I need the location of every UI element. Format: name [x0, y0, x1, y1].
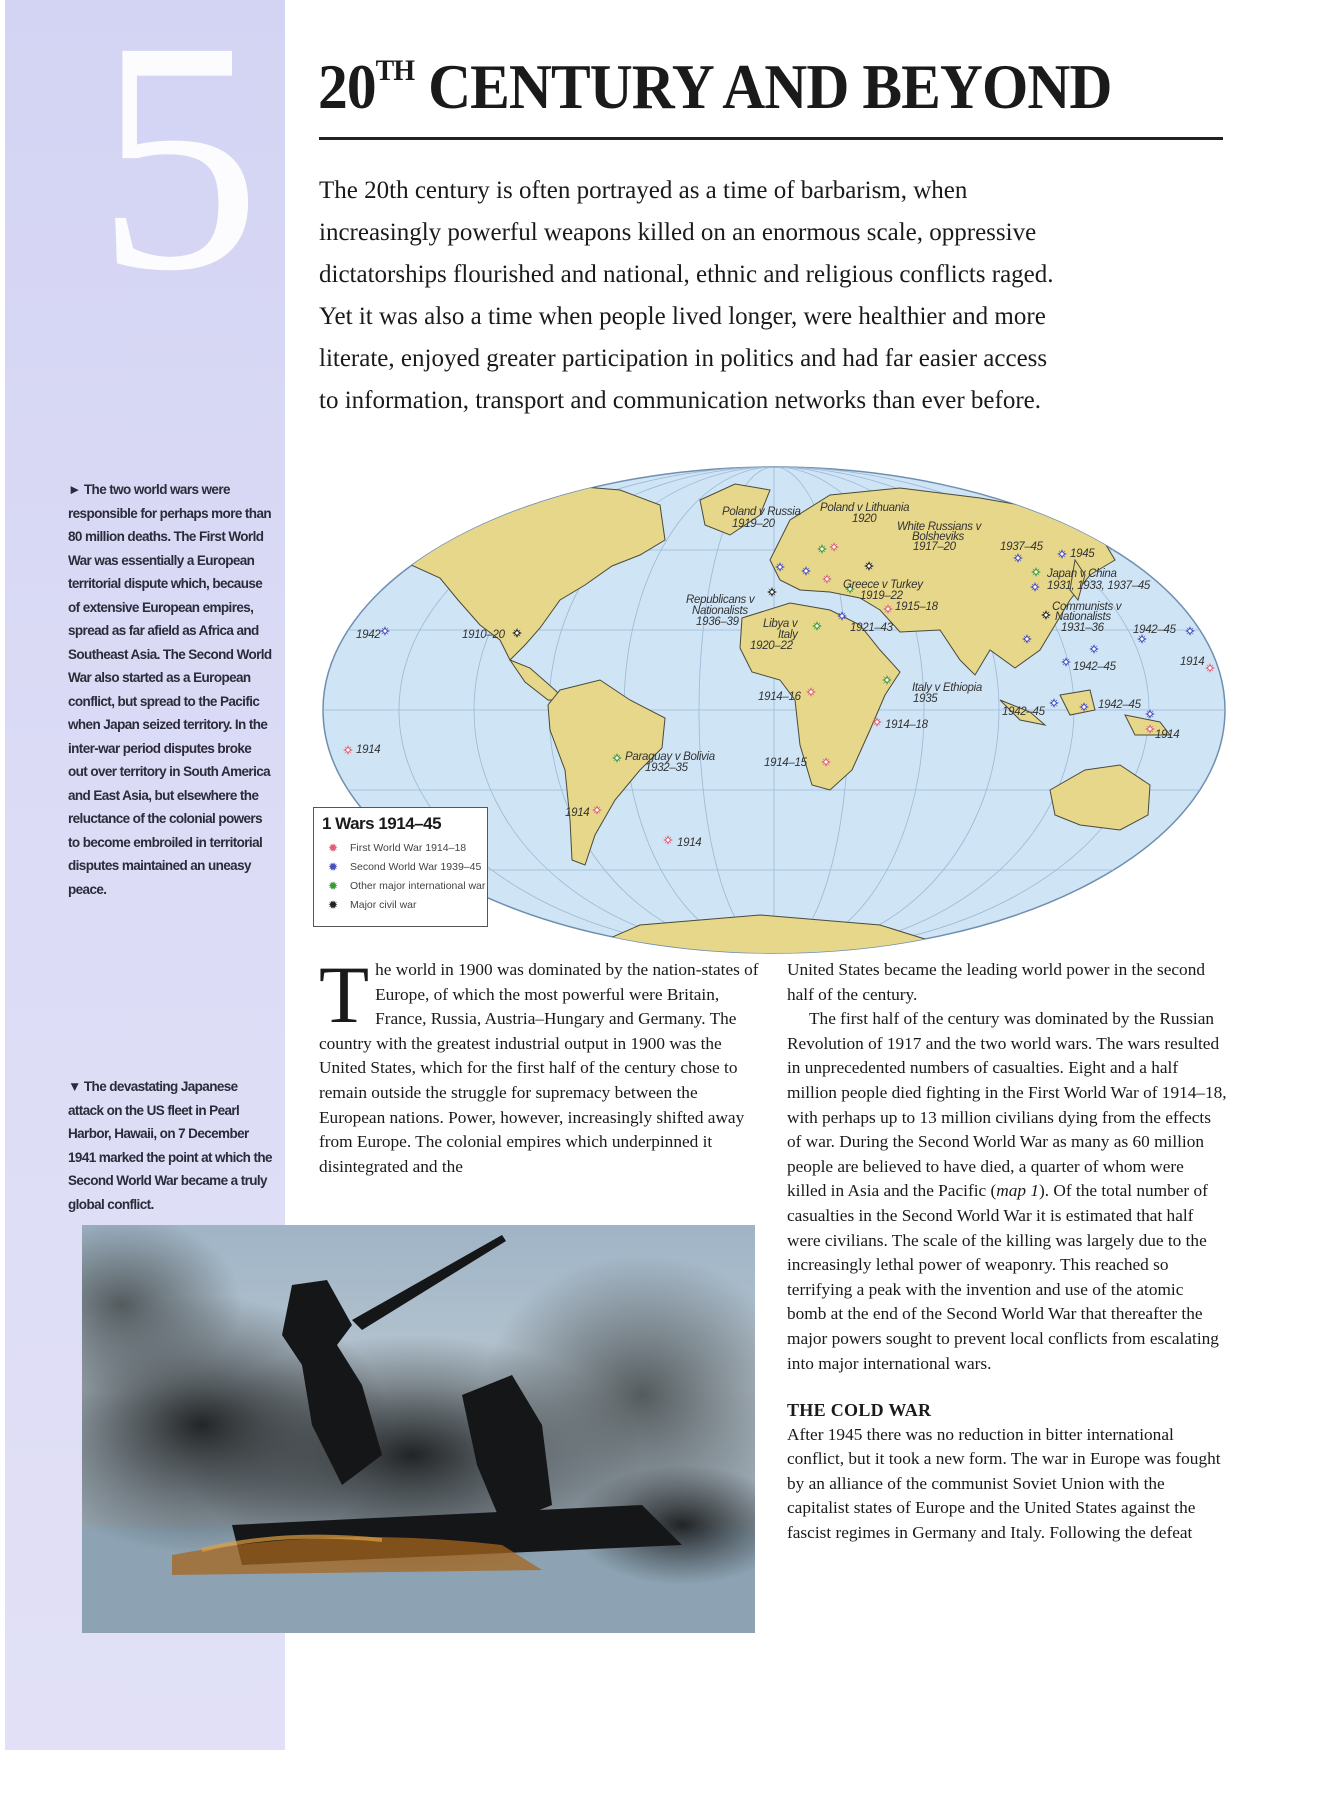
war-marker-icon — [864, 561, 874, 571]
war-marker-icon — [612, 753, 622, 763]
second-world-war-icon: ✹ — [328, 859, 339, 874]
war-marker-icon — [1030, 582, 1040, 592]
map-label: 1921–43 — [850, 622, 893, 634]
map-label: Italy — [778, 629, 798, 641]
war-marker-icon — [883, 604, 893, 614]
legend-item — [328, 838, 487, 857]
map-label: 1914 — [1180, 656, 1205, 668]
map-label: 1942 — [356, 629, 381, 641]
international-war-icon: ✹ — [328, 878, 339, 893]
map-label: Libya v — [763, 618, 798, 630]
war-marker-icon — [1041, 610, 1051, 620]
war-marker-icon — [512, 628, 522, 638]
body-column-left — [319, 949, 759, 1179]
map-label: Republicans v — [686, 594, 755, 606]
war-marker-icon — [1089, 644, 1099, 654]
body-paragraph — [787, 1007, 1227, 1376]
war-marker-icon — [775, 562, 785, 572]
legend-label: Other major international war — [350, 879, 486, 892]
map-label: 1917–20 — [913, 541, 956, 553]
map-label: 1914 — [565, 807, 590, 819]
map-label: Poland v Lithuania — [820, 502, 910, 514]
first-world-war-icon: ✹ — [328, 840, 339, 855]
body-paragraph: After 1945 there was no reduction in bitter international conflict, but it took a new form. The war in Europe was fought by an alliance of the communist Soviet Union with the capitalist states of Europe and the United States against the fascist regimes in Germany and Italy. Following the defeat — [787, 1424, 1221, 1543]
war-marker-icon — [592, 805, 602, 815]
body-text: he world in 1900 was dominated by the nation-states of Europe, of which the most powerful were Britain, France, Russia, Austria–Hungary and Germany. The country with the greatest industrial output in 1900 was the United States, which for the first half of the century chose to remain outside the struggle for supremacy between the European nations. Power, however, increasingly shifted away from Europe. The colonial empires which underpinned it disintegrated and the — [319, 960, 759, 1176]
map-label: 1942–45 — [1073, 661, 1116, 673]
photo-caption: ▼ The devastating Japanese attack on the US fleet in Pearl Harbor, Hawaii, on 7 December 1941 marked the point at which the Second World War became a truly global conflict. — [68, 1079, 272, 1212]
war-marker-icon — [821, 757, 831, 767]
title-prefix: 20 — [318, 51, 376, 122]
map-label: Japan v China — [1047, 568, 1117, 580]
legend-item — [328, 876, 487, 895]
war-marker-icon — [1057, 549, 1067, 559]
map-label: 1935 — [913, 693, 938, 705]
body-paragraph — [319, 949, 759, 1179]
map-label: 1942–45 — [1002, 706, 1045, 718]
map-label: Bolsheviks — [912, 531, 964, 543]
body-column-right — [787, 958, 1227, 1546]
war-marker-icon — [663, 835, 673, 845]
war-marker-icon — [1061, 657, 1071, 667]
war-marker-icon — [801, 566, 811, 576]
war-marker-icon — [1145, 709, 1155, 719]
intro-line: to information, transport and communication networks than ever before. — [319, 387, 1042, 414]
legend-label: Major civil war — [350, 898, 417, 911]
body-text: The first half of the century was dominated by the Russian Revolution of 1917 and the two world wars. The wars resulted in unprecedented numbers of casualties. Eight and a half million people died fighting in the First World War of 1914–18, with perhaps up to 13 million civilians dying from the effects of war. During the Second World War as many as 60 million people are believed to have died, a quarter of whom were killed in Asia and the Pacific ( — [787, 1009, 1227, 1201]
war-marker-icon — [822, 574, 832, 584]
intro-line: Yet it was also a time when people lived longer, were healthier and more — [319, 303, 1046, 330]
war-marker-icon — [829, 542, 839, 552]
map-label: Nationalists — [692, 605, 748, 617]
map-reference-link: map 1 — [996, 1181, 1039, 1201]
war-marker-icon — [817, 544, 827, 554]
map-label: 1937–45 — [1000, 541, 1043, 553]
chapter-number: 5 — [96, 0, 261, 339]
map-label: 1914–18 — [885, 719, 928, 731]
map-label: 1920–22 — [750, 640, 793, 652]
title-superscript: TH — [375, 54, 415, 87]
map-label: 1914 — [1155, 729, 1180, 741]
war-marker-icon — [882, 675, 892, 685]
map-label: Paraguay v Bolivia — [625, 751, 715, 763]
title-rest: CENTURY AND BEYOND — [414, 51, 1112, 122]
war-marker-icon — [1185, 626, 1195, 636]
war-marker-icon — [1205, 663, 1215, 673]
war-marker-icon — [806, 687, 816, 697]
map-label: 1914 — [356, 744, 381, 756]
intro-line: dictatorships flourished and national, ethnic and religious conflicts raged. — [319, 261, 1054, 288]
legend-label: Second World War 1939–45 — [350, 860, 482, 873]
war-marker-icon — [380, 626, 390, 636]
war-marker-icon — [767, 587, 777, 597]
section-heading: THE COLD WAR — [787, 1400, 932, 1421]
map-label: 1919–22 — [860, 590, 903, 602]
burning-battleship-image — [82, 1225, 755, 1633]
map-legend — [313, 807, 488, 927]
legend-item — [328, 895, 487, 914]
legend-title: 1 Wars 1914–45 — [322, 814, 442, 833]
map-label: Poland v Russia — [722, 506, 801, 518]
war-marker-icon — [812, 621, 822, 631]
map-caption: ► The two world wars were responsible for perhaps more than 80 million deaths. The First World War was essentially a European territorial dispute which, because of extensive European empires, spread as far afield as Africa and Southeast Asia. The Second World War also started as a European conflict, but spread to the Pacific when Japan seized territory. In the inter-war period disputes broke out over territory in South America and East Asia, but elsewhere the reluctance of the colonial powers to become embroiled in territorial disputes maintained an uneasy peace. — [68, 482, 272, 897]
intro-line: The 20th century is often portrayed as a time of barbarism, when — [319, 177, 968, 204]
legend-label: First World War 1914–18 — [350, 841, 467, 854]
war-marker-icon — [872, 717, 882, 727]
civil-war-icon: ✹ — [328, 897, 339, 912]
legend-item — [328, 857, 487, 876]
map-label: 1914 — [677, 837, 702, 849]
map-label: Greece v Turkey — [843, 579, 923, 591]
map-label: 1920 — [852, 513, 877, 525]
map-label: 1919–20 — [732, 518, 775, 530]
war-marker-icon — [1079, 702, 1089, 712]
intro-line: literate, enjoyed greater participation in politics and had far easier access — [319, 345, 1048, 372]
pearl-harbor-photo — [82, 1225, 755, 1633]
map-label: 1915–18 — [895, 601, 938, 613]
map-label: 1942–45 — [1098, 699, 1141, 711]
intro-line: increasingly powerful weapons killed on an enormous scale, oppressive — [319, 219, 1037, 246]
map-label: 1914–15 — [764, 757, 807, 769]
map-label: 1914–16 — [758, 691, 801, 703]
war-marker-icon — [1022, 634, 1032, 644]
map-label: Nationalists — [1055, 611, 1111, 623]
map-label: 1942–45 — [1133, 624, 1176, 636]
map-label: 1931, 1933, 1937–45 — [1047, 580, 1151, 592]
map-label: 1931–36 — [1061, 622, 1104, 634]
war-marker-icon — [837, 611, 847, 621]
body-paragraph: United States became the leading world power in the second half of the century. — [787, 960, 1205, 1004]
war-marker-icon — [1049, 698, 1059, 708]
map-label: Italy v Ethiopia — [912, 682, 982, 694]
map-label: 1910–20 — [462, 629, 505, 641]
drop-cap: T — [319, 949, 370, 1040]
war-marker-icon — [1145, 724, 1155, 734]
body-text: ). Of the total number of casualties in the Second World War it is estimated that half were civilians. The scale of the killing was largely due to the increasingly lethal power of weaponry. This reached so terrifying a peak with the invention and use of the atomic bomb at the end of the Second World War that thereafter the major powers sought to prevent local conflicts from escalating into major international wars. — [787, 1181, 1219, 1373]
war-marker-icon — [1031, 567, 1041, 577]
war-marker-icon — [343, 745, 353, 755]
map-label: 1936–39 — [696, 616, 739, 628]
war-marker-icon — [1013, 553, 1023, 563]
map-label: Communists v — [1052, 601, 1122, 613]
map-label: 1932–35 — [645, 762, 688, 774]
map-label: White Russians v — [897, 521, 982, 533]
map-label: 1945 — [1070, 548, 1095, 560]
